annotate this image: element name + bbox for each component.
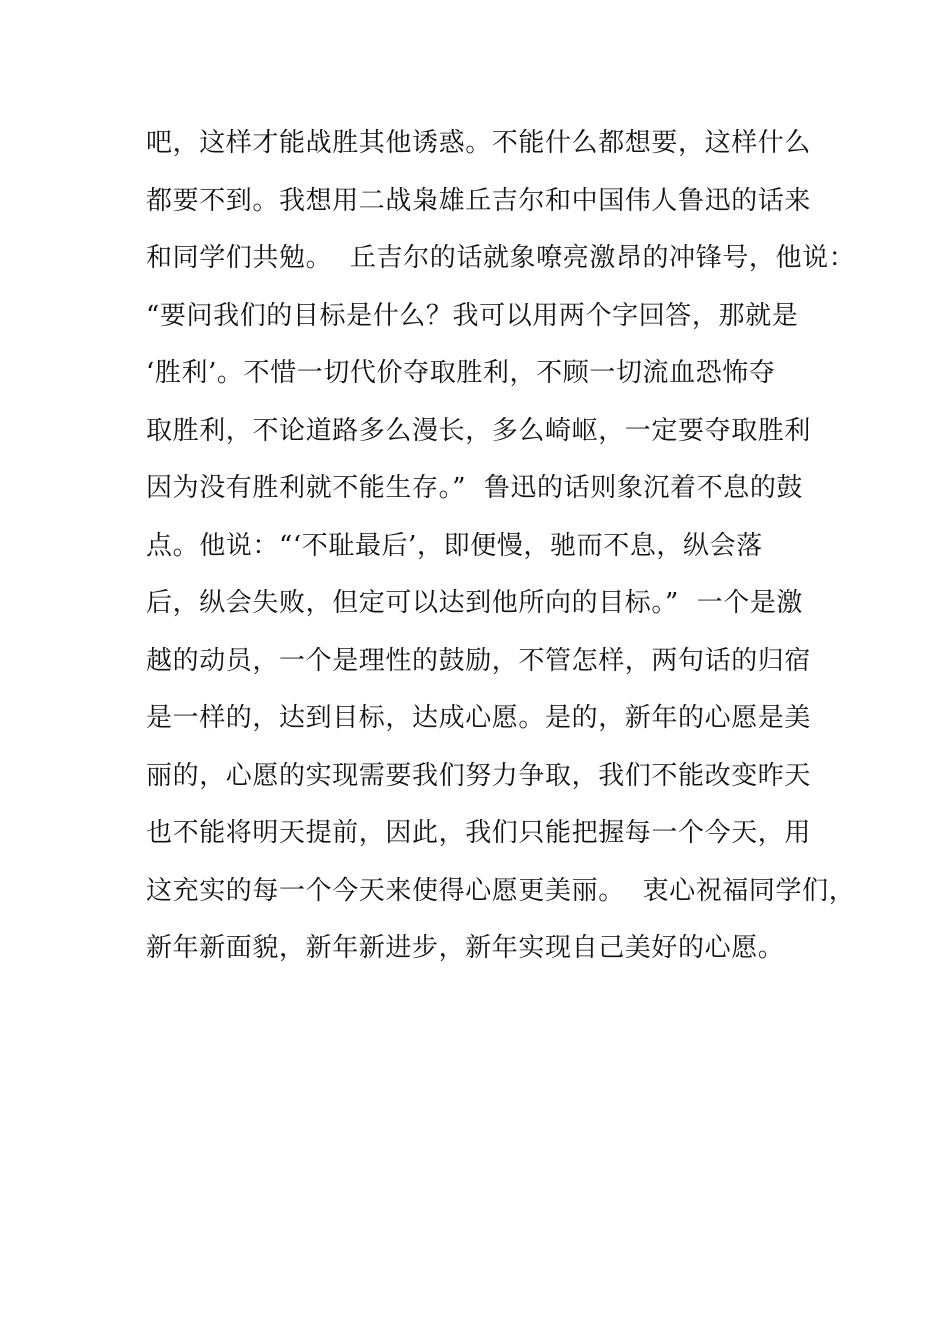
text-line: 取胜利，不论道路多么漫长，多么崎岖，一定要夺取胜利 [146,415,812,446]
text-line: 丽的，心愿的实现需要我们努力争取，我们不能改变昨天 [146,760,812,791]
text-line: 新年新面貌，新年新进步，新年实现自己美好的心愿。 [146,933,785,963]
text-line: 点。他说：“‘不耻最后’，即便慢，驰而不息，纵会落 [146,530,763,561]
text-line: 吧，这样才能战胜其他诱惑。不能什么都想要，这样什么 [146,128,812,158]
text-line: 和同学们共勉。 丘吉尔的话就象嘹亮激昂的冲锋号，他说： [146,243,856,273]
text-line: ‘胜利’。不惜一切代价夺取胜利，不顾一切流血恐怖夺 [146,358,776,388]
text-line: 是一样的，达到目标，达成心愿。是的，新年的心愿是美 [146,703,812,733]
text-line: 都要不到。我想用二战枭雄丘吉尔和中国伟人鲁迅的话来 [146,185,812,216]
text-line: “要问我们的目标是什么？我可以用两个字回答，那就是 [146,300,799,331]
text-line: 后，纵会失败，但定可以达到他所向的目标。” 一个是激 [146,588,804,618]
text-line: 这充实的每一个今天来使得心愿更美丽。 衷心祝福同学们， [146,875,856,906]
text-line: 也不能将明天提前，因此，我们只能把握每一个今天，用 [146,818,812,848]
body-text [146,118,856,981]
text-line: 越的动员，一个是理性的鼓励，不管怎样，两句话的归宿 [146,645,812,676]
text-line: 因为没有胜利就不能生存。” 鲁迅的话则象沉着不息的鼓 [146,473,804,503]
